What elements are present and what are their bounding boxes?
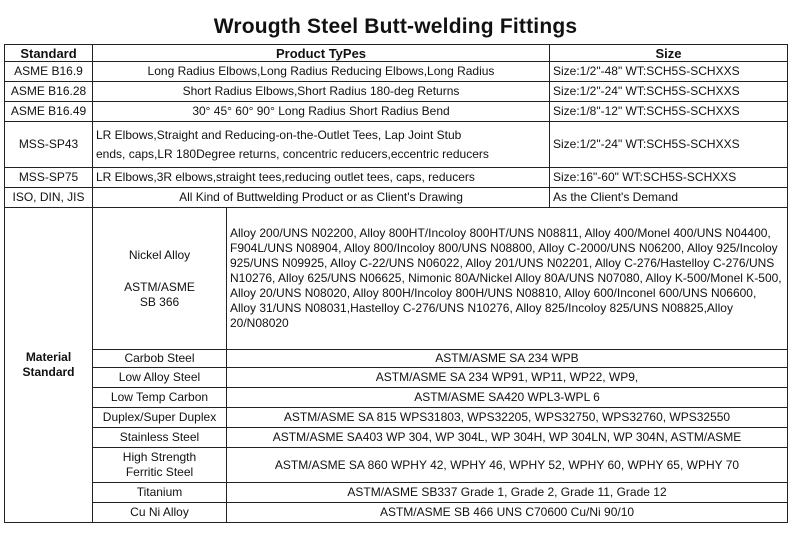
product-cell: All Kind of Buttwelding Product or as Client's Drawing: [93, 188, 550, 208]
header-product-types: Product TyPes: [93, 45, 550, 62]
product-cell: LR Elbows,3R elbows,straight tees,reducing outlet tees, caps, reducers: [93, 168, 550, 188]
material-name: Low Alloy Steel: [93, 368, 227, 388]
size-cell: As the Client's Demand: [550, 188, 788, 208]
product-line-2: ends, caps,LR 180Degree returns, concentric reducers,eccentric reducers: [96, 146, 489, 161]
material-name: Stainless Steel: [93, 428, 227, 448]
nickel-alloy-grades: Alloy 200/UNS N02200, Alloy 800HT/Incoloy 800HT/UNS N08811, Alloy 400/Monel 400/UNS N04400, F904L/UNS N08904, Alloy 800/Incoloy 800/UNS N08800, Alloy C-2000/UNS N06200, Alloy 925/Incoloy 925/UNS N09925, Alloy C-22/UNS N06022, Alloy 201/UNS N02201, Alloy C-276/Hastelloy C-276/UNS N10276, Alloy 625/UNS N06625, Nimonic 80A/Nickel Alloy 80A/UNS N07080, Alloy K-500/Monel K-500, Alloy 20/UNS N08020, Alloy 800H/Incoloy 800H/UNS N08810, Alloy 600/Inconel 600/UNS N06600, Alloy 31/UNS N08031,Hastelloy C-276/UNS N10276, Alloy 825/Incoloy 825/UNS N08825,Alloy 20/N08020: [227, 208, 788, 350]
header-row: [5, 45, 788, 62]
nickel-alloy-spec-2: SB 366: [139, 294, 180, 309]
standard-cell: ASME B16.28: [5, 82, 93, 102]
material-row: [5, 388, 788, 408]
standard-cell: MSS-SP75: [5, 168, 93, 188]
material-name: Low Temp Carbon: [93, 388, 227, 408]
product-cell: Long Radius Elbows,Long Radius Reducing Elbows,Long Radius: [93, 62, 550, 82]
size-cell: Size:1/2"-24" WT:SCH5S-SCHXXS: [550, 122, 788, 168]
table-row: [5, 122, 788, 168]
header-standard: Standard: [5, 45, 93, 62]
nickel-alloy-spec-1: ASTM/ASME: [124, 279, 195, 294]
standard-cell: ISO, DIN, JIS: [5, 188, 93, 208]
material-row: [5, 408, 788, 428]
fittings-table: [4, 44, 788, 523]
nickel-alloy-label: [93, 208, 227, 350]
size-cell: Size:1/2"-24" WT:SCH5S-SCHXXS: [550, 82, 788, 102]
material-spec: ASTM/ASME SA 815 WPS31803, WPS32205, WPS32750, WPS32760, WPS32550: [227, 408, 788, 428]
material-name: High Strength Ferritic Steel: [93, 448, 227, 483]
table-row: [5, 102, 788, 122]
size-cell: Size:1/2"-48" WT:SCH5S-SCHXXS: [550, 62, 788, 82]
material-name: Carbob Steel: [93, 350, 227, 368]
material-spec: ASTM/ASME SA 860 WPHY 42, WPHY 46, WPHY 52, WPHY 60, WPHY 65, WPHY 70: [227, 448, 788, 483]
product-line-1: LR Elbows,Straight and Reducing-on-the-Outlet Tees, Lap Joint Stub: [96, 127, 462, 142]
material-spec: ASTM/ASME SA420 WPL3-WPL 6: [227, 388, 788, 408]
material-row: [5, 503, 788, 523]
standard-cell: ASME B16.9: [5, 62, 93, 82]
material-spec: ASTM/ASME SA 234 WPB: [227, 350, 788, 368]
header-size: Size: [550, 45, 788, 62]
material-row: [5, 350, 788, 368]
material-row: [5, 448, 788, 483]
product-cell: Short Radius Elbows,Short Radius 180-deg Returns: [93, 82, 550, 102]
standard-cell: MSS-SP43: [5, 122, 93, 168]
material-standard-label: Material Standard: [5, 208, 93, 523]
material-row: [5, 368, 788, 388]
material-spec: ASTM/ASME SA403 WP 304, WP 304L, WP 304H, WP 304LN, WP 304N, ASTM/ASME: [227, 428, 788, 448]
page-title: Wrougth Steel Butt-welding Fittings: [213, 15, 578, 38]
product-cell: 30° 45° 60° 90° Long Radius Short Radius Bend: [93, 102, 550, 122]
product-cell: [93, 122, 550, 168]
table-row: [5, 168, 788, 188]
material-row: [5, 428, 788, 448]
material-name: Duplex/Super Duplex: [93, 408, 227, 428]
table-row: [5, 188, 788, 208]
table-row: [5, 62, 788, 82]
material-spec: ASTM/ASME SB337 Grade 1, Grade 2, Grade 11, Grade 12: [227, 483, 788, 503]
material-name: Cu Ni Alloy: [93, 503, 227, 523]
standard-cell: ASME B16.49: [5, 102, 93, 122]
material-name: Titanium: [93, 483, 227, 503]
table-row: [5, 82, 788, 102]
nickel-alloy-name: Nickel Alloy: [128, 247, 191, 262]
material-spec: ASTM/ASME SA 234 WP91, WP11, WP22, WP9,: [227, 368, 788, 388]
material-row: [5, 483, 788, 503]
nickel-alloy-row: [5, 208, 788, 350]
size-cell: Size:1/8"-12" WT:SCH5S-SCHXXS: [550, 102, 788, 122]
size-cell: Size:16"-60" WT:SCH5S-SCHXXS: [550, 168, 788, 188]
material-spec: ASTM/ASME SB 466 UNS C70600 Cu/Ni 90/10: [227, 503, 788, 523]
